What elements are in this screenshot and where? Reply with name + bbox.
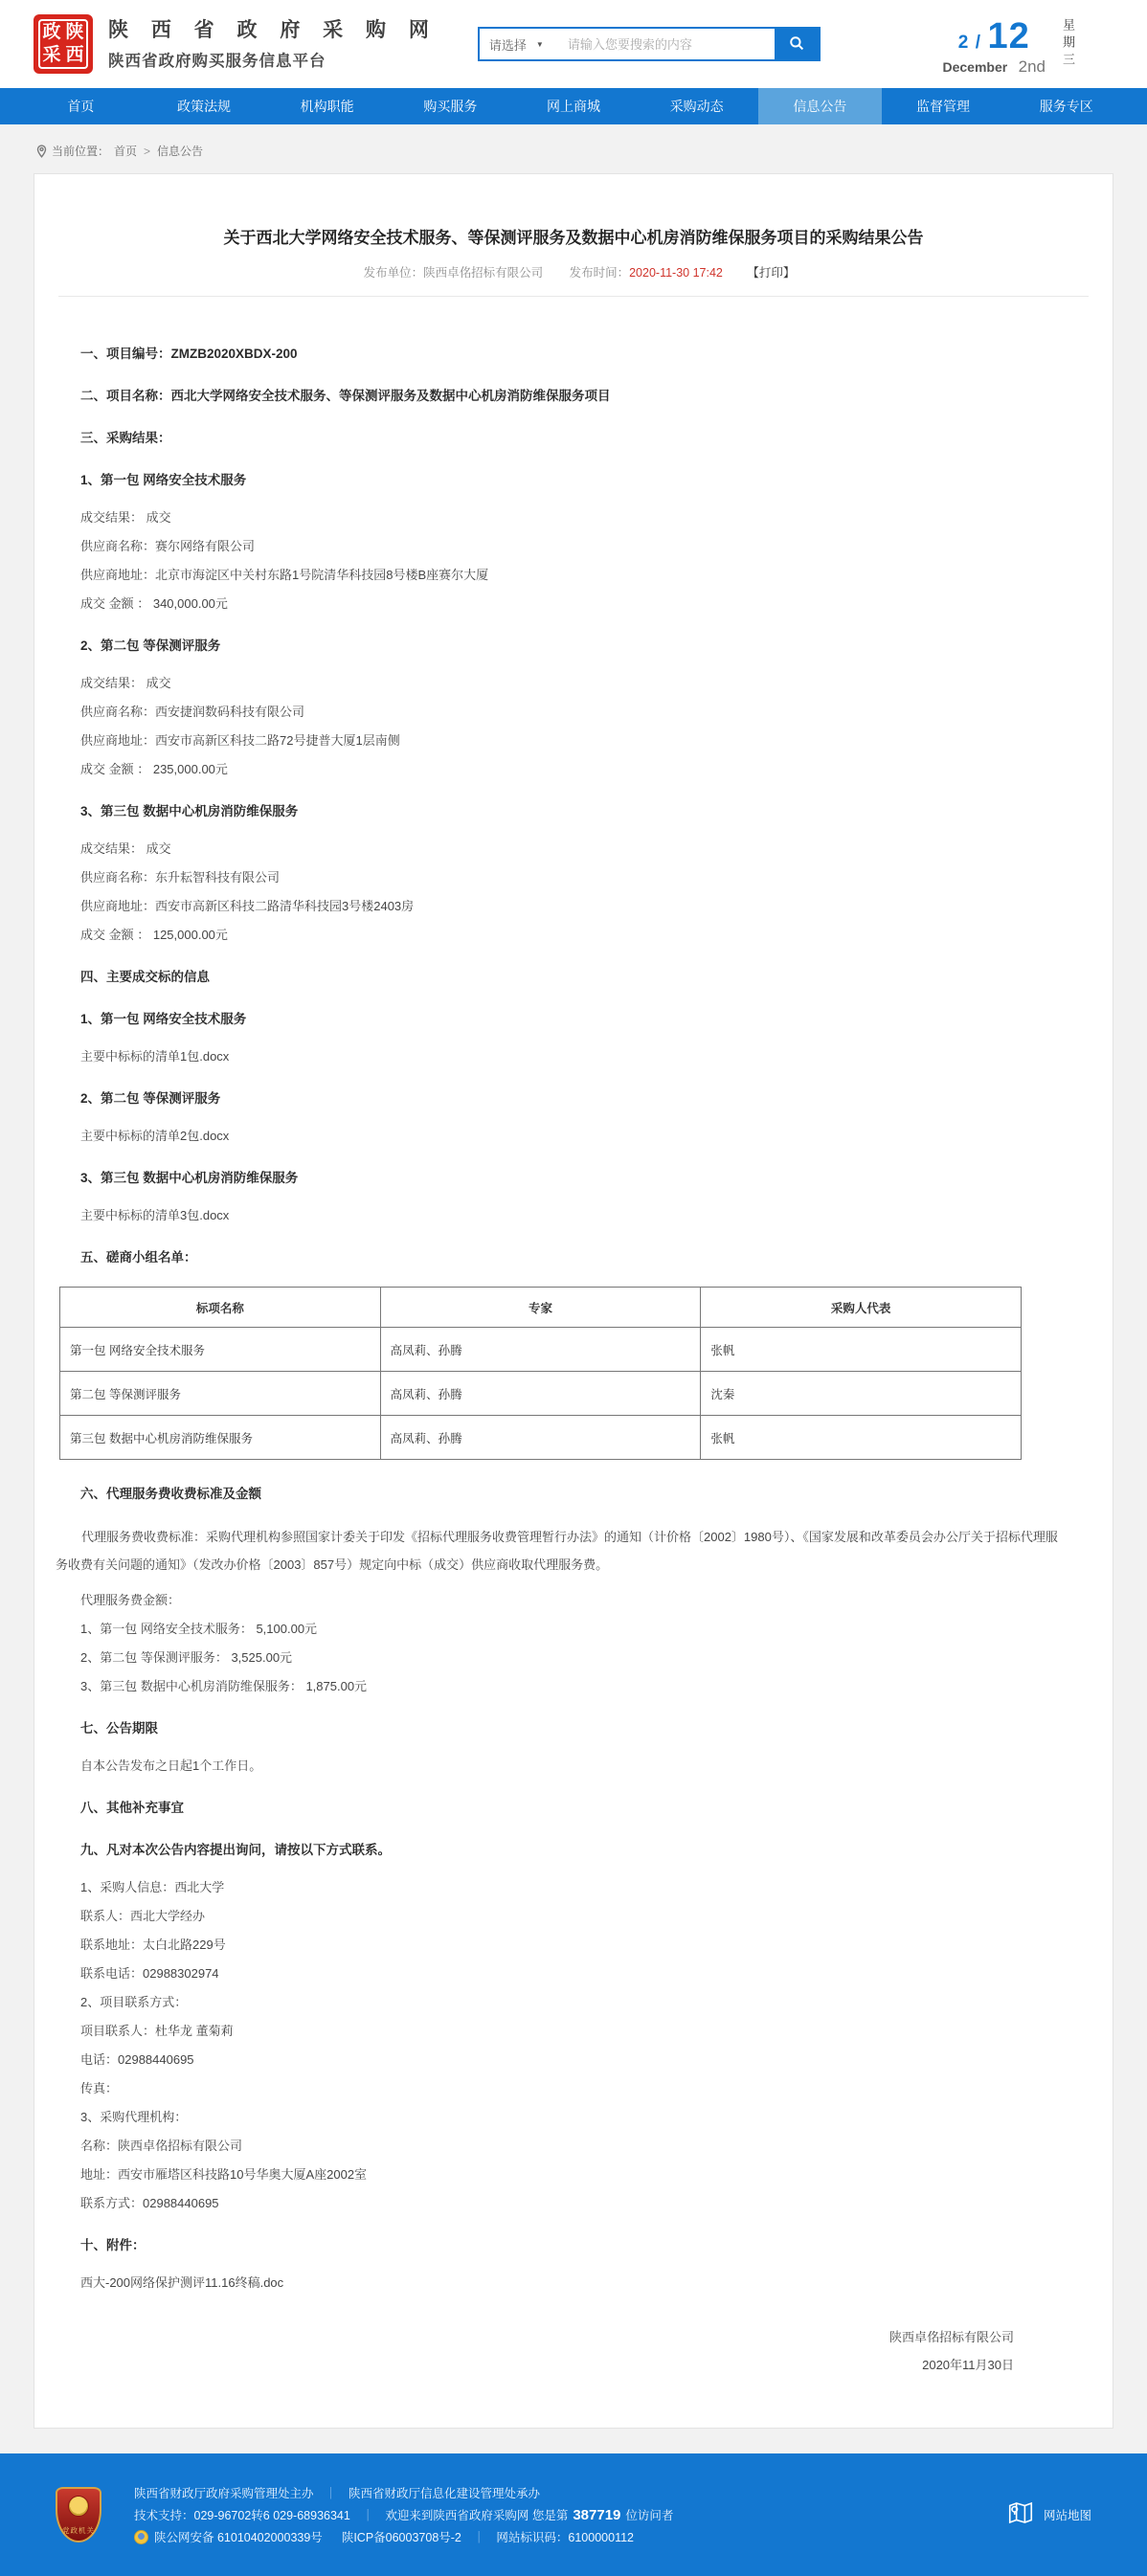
nav-item-service-zone[interactable]: 服务专区 (1039, 99, 1093, 114)
table-header-row (60, 1288, 1022, 1328)
cell-item-name: 第三包 数据中心机房消防维保服务 (60, 1416, 381, 1460)
footer-welcome-prefix: 欢迎来到陕西省政府采购网 您是第 (385, 2509, 569, 2522)
footer-divider: ｜ (472, 2531, 485, 2544)
package-3-supplier: 供应商名称：东升耘智科技有限公司 (80, 870, 281, 885)
package-1-title: 1、第一包 网络安全技术服务 (80, 473, 247, 487)
article-title: 关于西北大学网络安全技术服务、等保测评服务及数据中心机房消防维保服务项目的采购结果公告 (223, 229, 924, 247)
date-month-name: December (942, 58, 1008, 75)
contact-line: 传真： (80, 2081, 119, 2095)
package-3-address: 供应商地址：西安市高新区科技二路清华科技园3号楼2403房 (80, 899, 415, 913)
date-numbers (942, 16, 1046, 57)
signature-date: 2020年11月30日 (922, 2358, 1014, 2372)
agency-fee-standard: 代理服务费收费标准：采购代理机构参照国家计委关于印发《招标代理服务收费管理暂行办法》的通知（计价格〔2002〕1980号）、《国家发展和改革委员会办公厅关于招标代理服务收费有关问题的通知》（发改办价格〔2003〕857号）规定向中标（成交）供应商收取代理服务费。 (56, 1530, 1058, 1572)
contact-line: 2、项目联系方式： (80, 1995, 188, 2009)
package-1-address: 供应商地址：北京市海淀区中关村东路1号院清华科技园8号楼B座赛尔大厦 (80, 568, 489, 582)
icp-record[interactable] (342, 2528, 461, 2545)
footer-organizer: 陕西省财政厅政府采购管理处主办 (134, 2487, 314, 2500)
publish-time-label: 发布时间： (569, 266, 630, 280)
package-3-result: 成交结果： 成交 (80, 841, 171, 856)
bid-list-1-title: 1、第一包 网络安全技术服务 (80, 1012, 247, 1026)
nav-item-announcements[interactable]: 信息公告 (758, 88, 882, 124)
search-icon (788, 34, 805, 55)
nav-item-home[interactable]: 首页 (67, 99, 95, 114)
column-header-item-name: 标项名称 (60, 1288, 381, 1328)
site-subtitle: 陕西省政府购买服务信息平台 (108, 52, 326, 70)
agency-fee-amount-3: 3、第三包 数据中心机房消防维保服务： 1,875.00元 (80, 1679, 368, 1693)
breadcrumb-current[interactable]: 信息公告 (157, 145, 204, 158)
article-body (34, 297, 1113, 2373)
agency-fee-amount-1: 1、第一包 网络安全技术服务： 5,100.00元 (80, 1622, 318, 1636)
chevron-down-icon: ▼ (535, 39, 544, 49)
footer-line-2 (134, 2506, 987, 2523)
cell-experts: 高凤莉、孙腾 (380, 1372, 701, 1416)
cell-buyer-rep: 张帆 (701, 1416, 1022, 1460)
date-english (942, 57, 1046, 77)
table-row (60, 1328, 1022, 1372)
date-main (942, 16, 1046, 77)
contact-line: 3、采购代理机构： (80, 2110, 188, 2124)
breadcrumb-separator: > (144, 144, 151, 158)
package-2-address: 供应商地址：西安市高新区科技二路72号捷普大厦1层南侧 (80, 733, 400, 748)
section-2-project-name: 二、项目名称：西北大学网络安全技术服务、等保测评服务及数据中心机房消防维保服务项目 (80, 389, 611, 403)
contact-line: 联系人：西北大学经办 (80, 1909, 206, 1923)
location-pin-icon (36, 145, 47, 158)
public-security-record-number: 陕公网安备 61010402000339号 (154, 2531, 323, 2544)
search-category-select[interactable] (480, 29, 560, 59)
package-1-result: 成交结果： 成交 (80, 510, 171, 525)
nav-item-purchase-services[interactable]: 购买服务 (423, 99, 478, 114)
bid-list-1-file[interactable]: 主要中标标的清单1包.docx (80, 1049, 230, 1064)
cell-buyer-rep: 沈秦 (701, 1372, 1022, 1416)
contact-line: 联系电话：02988302974 (80, 1966, 219, 1981)
logo-char: 西 (65, 45, 84, 65)
public-security-record[interactable] (134, 2528, 323, 2545)
site-titles (108, 18, 438, 71)
footer-welcome-suffix: 位访问者 (625, 2509, 674, 2522)
cell-experts: 高凤莉、孙腾 (380, 1328, 701, 1372)
publish-time-value: 2020-11-30 17:42 (629, 266, 723, 280)
publish-time (570, 266, 727, 280)
bid-list-2-title: 2、第二包 等保测评服务 (80, 1091, 221, 1106)
publisher: 发布单位：陕西卓佲招标有限公司 (363, 266, 544, 280)
signature-block (80, 2329, 1067, 2373)
contact-line: 项目联系人：杜华龙 董菊莉 (80, 2024, 234, 2038)
date-day-ordinal: 2nd (1018, 56, 1046, 76)
nav-item-procurement-news[interactable]: 采购动态 (669, 99, 724, 114)
contact-line: 电话：02988440695 (80, 2052, 194, 2067)
package-1-supplier: 供应商名称：赛尔网络有限公司 (80, 539, 256, 553)
search-button[interactable] (775, 29, 819, 59)
search-input[interactable] (560, 29, 775, 59)
footer-divider: ｜ (325, 2487, 338, 2500)
badge-emblem-icon (68, 2496, 89, 2517)
footer-text (134, 2479, 987, 2550)
logo-char: 采 (42, 45, 61, 65)
breadcrumb-label: 当前位置： (52, 145, 110, 158)
main-nav (0, 88, 1147, 124)
contact-line: 联系方式：02988440695 (80, 2196, 219, 2210)
contact-line: 名称：陕西卓佲招标有限公司 (80, 2139, 243, 2153)
icp-record-number: 陕ICP备06003708号-2 (341, 2531, 461, 2544)
cell-item-name: 第二包 等保测评服务 (60, 1372, 381, 1416)
package-2-amount: 成交 金额 ： 235,000.00元 (80, 762, 228, 776)
package-2-supplier: 供应商名称：西安捷润数码科技有限公司 (80, 705, 305, 719)
sitemap-label: 网站地图 (1043, 2509, 1091, 2522)
cell-buyer-rep: 张帆 (701, 1328, 1022, 1372)
contact-line: 1、采购人信息：西北大学 (80, 1880, 225, 1894)
article-card (34, 173, 1113, 2429)
table-row (60, 1416, 1022, 1460)
footer-tech-support: 技术支持：029-96702转6 029-68936341 (134, 2509, 350, 2522)
content-area (0, 124, 1147, 2453)
badge-label: 党政机关 (62, 2526, 95, 2535)
package-3-title: 3、第三包 数据中心机房消防维保服务 (80, 804, 299, 818)
search-select-label: 请选择 (488, 37, 527, 53)
print-button[interactable]: 【打印】 (747, 266, 796, 280)
bid-list-3-title: 3、第三包 数据中心机房消防维保服务 (80, 1171, 299, 1185)
nav-item-functions[interactable]: 机构职能 (300, 99, 354, 114)
section-8-other-matters: 八、其他补充事宜 (80, 1801, 184, 1815)
section-4-bid-info: 四、主要成交标的信息 (80, 970, 210, 984)
section-7-announcement-period: 七、公告期限 (80, 1721, 158, 1736)
date-separator: / (975, 32, 981, 53)
logo-char: 政 (42, 22, 61, 42)
sitemap-link[interactable] (1006, 2498, 1091, 2532)
cell-item-name: 第一包 网络安全技术服务 (60, 1328, 381, 1372)
package-2-result: 成交结果： 成交 (80, 676, 171, 690)
section-9-contact: 九、凡对本次公告内容提出询问，请按以下方式联系。 (80, 1843, 391, 1857)
nav-item-online-mall[interactable]: 网上商城 (547, 99, 601, 114)
package-1-amount: 成交 金额 ： 340,000.00元 (80, 596, 228, 611)
footer-line-1 (134, 2484, 987, 2501)
sitemap-icon (1006, 2498, 1035, 2532)
date-weekday: 星期三 (1061, 17, 1075, 70)
breadcrumb (0, 124, 1147, 173)
attachment-file[interactable]: 西大-200网络保护测评11.16终稿.doc (80, 2275, 284, 2290)
visitor-count: 387719 (573, 2506, 621, 2523)
nav-item-policies[interactable]: 政策法规 (177, 99, 231, 114)
section-10-attachments: 十、附件： (80, 2238, 146, 2252)
contact-line: 联系地址：太白北路229号 (80, 1938, 226, 1952)
date-month-number: 2 (957, 32, 969, 53)
section-5-committee: 五、磋商小组名单： (80, 1250, 197, 1265)
announcement-period-text: 自本公告发布之日起1个工作日。 (80, 1758, 262, 1773)
agency-fee-amount-2: 2、第二包 等保测评服务： 3,525.00元 (80, 1650, 293, 1665)
search-box (478, 27, 821, 61)
cell-experts: 高凤莉、孙腾 (380, 1416, 701, 1460)
column-header-experts: 专家 (380, 1288, 701, 1328)
committee-table (59, 1287, 1022, 1460)
section-6-agency-fee: 六、代理服务费收费标准及金额 (80, 1487, 261, 1501)
site-identification-code: 网站标识码：6100000112 (496, 2531, 634, 2544)
section-3-results: 三、采购结果： (80, 431, 171, 445)
logo-char: 陕 (65, 22, 84, 42)
column-header-buyer-rep: 采购人代表 (701, 1288, 1022, 1328)
top-header (0, 0, 1147, 88)
package-2-title: 2、第二包 等保测评服务 (80, 638, 221, 653)
bid-list-2-file[interactable]: 主要中标标的清单2包.docx (80, 1129, 230, 1143)
contact-line: 地址：西安市雁塔区科技路10号华奥大厦A座2002室 (80, 2167, 368, 2182)
breadcrumb-home[interactable]: 首页 (114, 145, 138, 158)
date-widget (942, 12, 1113, 77)
logo-characters (38, 19, 88, 69)
agency-fee-amount-label: 代理服务费金额： (80, 1593, 181, 1607)
nav-item-supervision[interactable]: 监督管理 (916, 99, 971, 114)
signature-company: 陕西卓佲招标有限公司 (888, 2330, 1014, 2344)
date-day-number: 12 (987, 15, 1030, 56)
government-badge (56, 2487, 101, 2542)
footer-co-organizer: 陕西省财政厅信息化建设管理处承办 (349, 2487, 541, 2500)
footer-line-3 (134, 2528, 987, 2545)
bid-list-3-file[interactable]: 主要中标标的清单3包.docx (80, 1208, 230, 1222)
package-3-amount: 成交 金额 ： 125,000.00元 (80, 928, 228, 942)
section-1-project-number: 一、项目编号：ZMZB2020XBDX-200 (80, 347, 298, 361)
footer-divider: ｜ (361, 2509, 374, 2522)
police-badge-icon (134, 2530, 148, 2544)
footer (0, 2453, 1147, 2576)
site-logo[interactable] (34, 14, 93, 74)
site-title: 陕 西 省 政 府 采 购 网 (108, 18, 438, 41)
table-row (60, 1372, 1022, 1416)
article-meta (34, 263, 1113, 280)
